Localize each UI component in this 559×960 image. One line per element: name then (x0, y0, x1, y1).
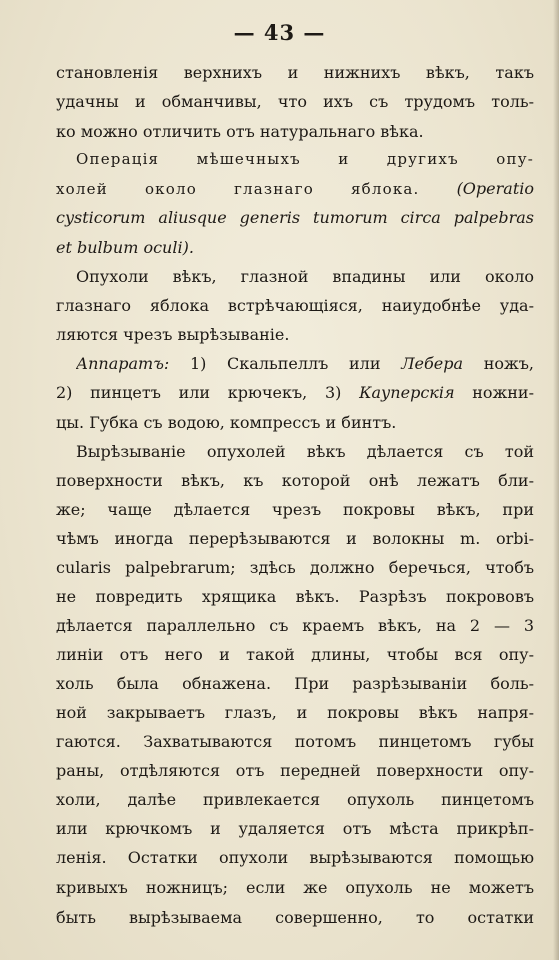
text-segment: не повредить хрящика вѣкъ. Разрѣзъ покрововъ (56, 587, 534, 606)
text-line (76, 145, 534, 174)
text-segment: же; чаще дѣлается чрезъ покровы вѣкъ, при (56, 500, 534, 519)
text-segment: Кауперскія (359, 383, 455, 402)
text-line (56, 903, 534, 932)
text-segment: et bulbum oculi). (56, 238, 194, 257)
text-segment: холей около глазнаго яблока. (56, 180, 457, 198)
text-line (56, 378, 534, 407)
text-segment: (Operatio (456, 179, 534, 198)
text-line (56, 553, 534, 582)
text-segment: цы. Губка съ водою, компрессъ и бинтъ. (56, 413, 397, 432)
text-line (56, 408, 534, 437)
text-segment: поверхности вѣкъ, къ которой онѣ лежатъ бли- (56, 471, 534, 490)
text-segment: глазнаго яблока встрѣчающіяся, наиудобнѣе уда- (56, 296, 534, 315)
text-line (76, 349, 534, 378)
text-segment: ножни- (454, 383, 534, 402)
text-line (56, 669, 534, 698)
text-segment: или крючкомъ и удаляется отъ мѣста прикрѣп- (56, 819, 534, 838)
text-line (56, 843, 534, 872)
text-line (56, 233, 534, 262)
text-segment: чѣмъ иногда перерѣзываются и волокны m. orbi- (56, 529, 534, 548)
text-line (56, 203, 534, 232)
page-number: — 43 — (233, 20, 326, 45)
text-segment: быть вырѣзываема совершенно, то остатки (56, 908, 534, 927)
text-line (56, 814, 534, 843)
text-segment: линіи отъ него и такой длины, чтобы вся опу- (56, 645, 534, 664)
text-segment: cularis palpebrarum; здѣсь должно беречься, чтобъ (56, 558, 534, 577)
text-segment: cysticorum aliusque generis tumorum circa palpebras (56, 208, 534, 227)
text-line (56, 495, 534, 524)
text-line (76, 437, 534, 466)
text-segment: холи, далѣе привлекается опухоль пинцетомъ (56, 790, 534, 809)
text-segment: Вырѣзываніе опухолей вѣкъ дѣлается съ той (76, 442, 534, 461)
text-line (56, 58, 534, 87)
text-segment: кривыхъ ножницъ; если же опухоль не можетъ (56, 878, 534, 897)
text-segment: становленія верхнихъ и нижнихъ вѣкъ, такъ (56, 63, 534, 82)
text-line (56, 174, 534, 203)
text-line (56, 87, 534, 116)
text-segment: гаются. Захватываются потомъ пинцетомъ губы (56, 732, 534, 751)
text-segment: ленія. Остатки опухоли вырѣзываются помощью (56, 848, 534, 867)
text-line (56, 320, 534, 349)
text-line (56, 640, 534, 669)
text-line (56, 466, 534, 495)
text-line (56, 756, 534, 785)
text-segment: Опухоли вѣкъ, глазной впадины или около (76, 267, 534, 286)
text-line (76, 262, 534, 291)
text-line (56, 582, 534, 611)
text-segment: холь была обнажена. При разрѣзываніи боль- (56, 674, 534, 693)
text-line (56, 785, 534, 814)
text-segment: ной закрываетъ глазъ, и покровы вѣкъ напря- (56, 703, 534, 722)
text-segment: дѣлается параллельно съ краемъ вѣкъ, на 2 — 3 (56, 616, 534, 635)
text-line (56, 117, 534, 146)
page-edge-shadow (553, 0, 559, 960)
text-segment: Операція мѣшечныхъ и другихъ опу- (76, 150, 534, 168)
text-line (56, 291, 534, 320)
text-line (56, 873, 534, 902)
text-line (56, 524, 534, 553)
text-line (56, 611, 534, 640)
text-segment: Аппаратъ: (76, 354, 170, 373)
text-segment: 2) пинцетъ или крючекъ, 3) (56, 383, 360, 402)
text-segment: Лебера (401, 354, 464, 373)
text-segment: 1) Скальпеллъ или (169, 354, 402, 373)
text-segment: раны, отдѣляются отъ передней поверхности опу- (56, 761, 534, 780)
text-line (56, 698, 534, 727)
text-line (56, 727, 534, 756)
text-segment: ножъ, (463, 354, 534, 373)
text-segment: ко можно отличить отъ натуральнаго вѣка. (56, 122, 424, 141)
text-segment: удачны и обманчивы, что ихъ съ трудомъ толь- (56, 92, 534, 111)
text-segment: ляются чрезъ вырѣзываніе. (56, 325, 290, 344)
